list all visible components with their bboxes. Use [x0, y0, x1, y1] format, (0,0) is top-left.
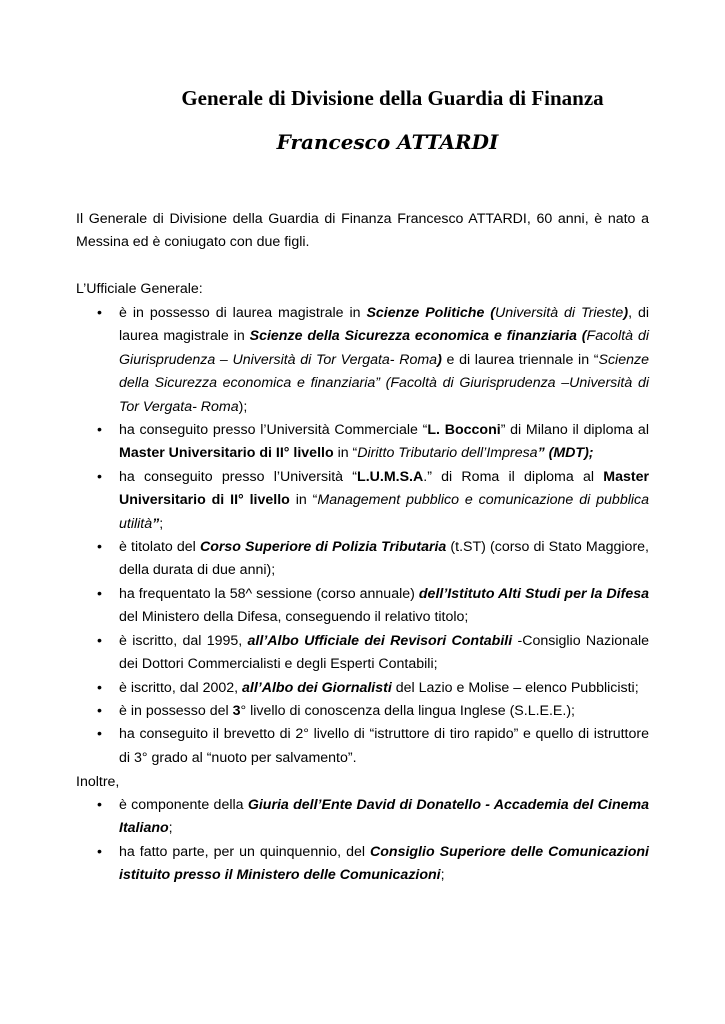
bullet-icon: • [97, 726, 102, 743]
person-name: Francesco ATTARDI [276, 130, 499, 154]
bullet-icon: • [97, 679, 102, 696]
list-item: • ha conseguito presso l’Università “L.U.M.S.A.” di Roma il diploma al Master Universitario di II° livello in “Management pubblico e comunicazione di pubblica utilità”; [76, 466, 649, 536]
list-item: • ha conseguito presso l’Università Commerciale “L. Bocconi” di Milano il diploma al Master Universitario di II° livello in “Diritto Tributario dell’Impresa” (MDT); [76, 419, 649, 466]
bullet-icon: • [97, 632, 102, 649]
list-item: • ha conseguito il brevetto di 2° livello di “istruttore di tiro rapido” e quello di istruttore di 3° grado al “nuoto per salvamento”. [76, 723, 649, 770]
bullet-icon: • [97, 797, 102, 813]
bullet-icon: • [97, 702, 102, 719]
bullet-icon: • [97, 468, 102, 485]
list-item: • è in possesso di laurea magistrale in Scienze Politiche (Università di Trieste), di laurea magistrale in Scienze della Sicurezza economica e finanziaria (Facoltà di Giurisprudenza – Università di Tor Vergata- Roma) e di laurea triennale in “Scienze della Sicurezza economica e finanziaria” (Facoltà di Giurisprudenza –Università di Tor Vergata- Roma); [76, 302, 649, 419]
list-item: • ha frequentato la 58^ sessione (corso annuale) dell’Istituto Alti Studi per la Difesa del Ministero della Difesa, conseguendo il relativo titolo; [76, 583, 649, 630]
bullet-icon: • [97, 422, 102, 439]
qualifications-list [76, 302, 649, 770]
bullet-icon: • [97, 585, 102, 602]
intro-paragraph: Il Generale di Divisione della Guardia di Finanza Francesco ATTARDI, 60 anni, è nato a Messina ed è coniugato con due figli. [76, 211, 649, 251]
section-label-inoltre: Inoltre, [76, 774, 120, 790]
list-item: • è componente della Giuria dell’Ente David di Donatello - Accademia del Cinema Italiano; [76, 794, 649, 841]
additional-list [76, 794, 649, 888]
bullet-icon: • [97, 843, 102, 860]
section-label-ufficiale: L’Ufficiale Generale: [76, 281, 203, 297]
bullet-icon: • [97, 305, 102, 321]
list-item: • ha fatto parte, per un quinquennio, del Consiglio Superiore delle Comunicazioni istituito presso il Ministero delle Comunicazioni; [76, 841, 649, 888]
list-item: • è iscritto, dal 1995, all’Albo Ufficiale dei Revisori Contabili -Consiglio Nazionale dei Dottori Commercialisti e degli Esperti Contabili; [76, 630, 649, 677]
list-item: • è iscritto, dal 2002, all’Albo dei Giornalisti del Lazio e Molise – elenco Pubblicisti; [76, 677, 649, 700]
list-item: • è titolato del Corso Superiore di Polizia Tributaria (t.ST) (corso di Stato Maggiore, della durata di due anni); [76, 536, 649, 583]
list-item: • è in possesso del 3° livello di conoscenza della lingua Inglese (S.L.E.E.); [76, 700, 649, 723]
document-title: Generale di Divisione della Guardia di Finanza [181, 86, 604, 110]
bullet-icon: • [97, 539, 102, 556]
